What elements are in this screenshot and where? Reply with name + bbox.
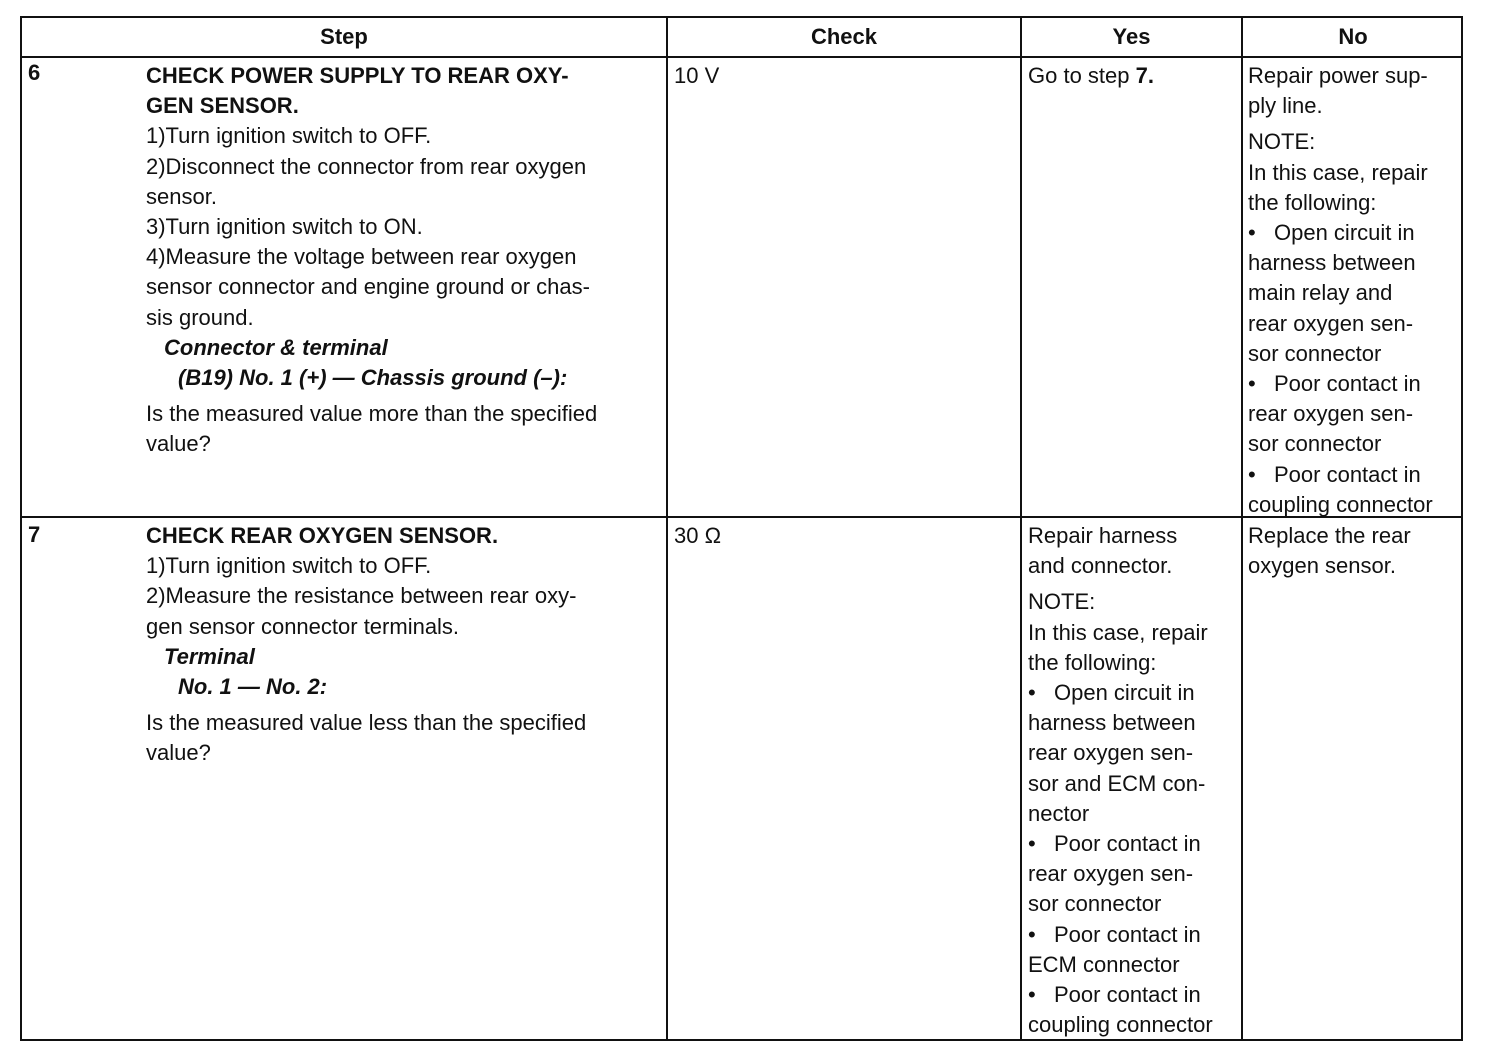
yes-line: Repair harness xyxy=(1028,523,1178,548)
procedure-table xyxy=(20,16,1463,1041)
step-title: CHECK POWER SUPPLY TO REAR OXY- xyxy=(146,63,569,88)
bullet-icon: • xyxy=(1028,982,1036,1008)
step-number: 7 xyxy=(28,522,41,547)
instruction-line: sensor connector and engine ground or chas- xyxy=(146,274,590,300)
header-divider xyxy=(22,56,1461,58)
instruction-line: sis ground. xyxy=(146,304,254,330)
note-line: In this case, repair xyxy=(1248,159,1428,185)
column-divider xyxy=(666,18,668,1039)
bullet-item: • Open circuit in xyxy=(1248,218,1462,248)
bullet-item: • Poor contact in xyxy=(1028,829,1240,859)
instruction-line: 2)Disconnect the connector from rear oxygen xyxy=(146,153,587,179)
no-line: oxygen sensor. xyxy=(1248,553,1396,579)
bullet-line: sor connector xyxy=(1248,340,1382,366)
bullet-line: main relay and xyxy=(1248,280,1393,306)
step-title: CHECK REAR OXYGEN SENSOR. xyxy=(146,523,499,548)
step-number: 6 xyxy=(28,60,41,85)
bullet-icon: • xyxy=(1028,921,1036,947)
yes-text: Go to step xyxy=(1028,63,1136,88)
check-value: 30 Ω xyxy=(674,523,722,548)
header-yes: Yes xyxy=(1112,24,1151,49)
instruction-line: 1)Turn ignition switch to OFF. xyxy=(146,123,432,149)
bullet-item: • Poor contact in xyxy=(1248,460,1462,490)
yes-cell xyxy=(1028,521,1240,1040)
bullet-item: • Poor contact in xyxy=(1028,980,1240,1010)
bullet-icon: • xyxy=(1028,680,1036,706)
step-description xyxy=(146,521,661,769)
note-label: NOTE: xyxy=(1028,589,1096,615)
bullet-line: coupling connector xyxy=(1248,491,1433,517)
instruction-line: 4)Measure the voltage between rear oxygen xyxy=(146,244,577,270)
step-description xyxy=(146,61,661,460)
bullet-line: ECM connector xyxy=(1028,951,1180,977)
no-line: Repair power sup- xyxy=(1248,63,1428,88)
bullet-item: • Open circuit in xyxy=(1028,678,1240,708)
instruction-line: 2)Measure the resistance between rear oxy- xyxy=(146,583,577,609)
bullet-line: nector xyxy=(1028,800,1090,826)
no-line: Replace the rear xyxy=(1248,523,1411,548)
bullet-icon: • xyxy=(1248,371,1256,397)
no-cell xyxy=(1248,521,1462,581)
bullet-line: sor and ECM con- xyxy=(1028,770,1206,796)
note-line: In this case, repair xyxy=(1028,619,1208,645)
instruction-line: 1)Turn ignition switch to OFF. xyxy=(146,553,432,579)
bullet-icon: • xyxy=(1248,220,1256,246)
bullet-line: rear oxygen sen- xyxy=(1028,861,1194,887)
no-line: ply line. xyxy=(1248,93,1323,119)
bullet-line: rear oxygen sen- xyxy=(1248,401,1414,427)
header-check: Check xyxy=(810,24,878,49)
header-no: No xyxy=(1338,24,1368,49)
spec-value: (B19) No. 1 (+) — Chassis ground (–): xyxy=(178,365,568,391)
step-title: GEN SENSOR. xyxy=(146,93,299,119)
question-line: value? xyxy=(146,431,211,457)
bullet-line: harness between xyxy=(1248,250,1416,276)
bullet-line: sor connector xyxy=(1248,431,1382,457)
check-value: 10 V xyxy=(674,63,720,88)
note-line: the following: xyxy=(1248,189,1377,215)
bullet-line: rear oxygen sen- xyxy=(1248,310,1414,336)
note-line: the following: xyxy=(1028,649,1157,675)
bullet-line: harness between xyxy=(1028,710,1196,736)
question-line: value? xyxy=(146,740,211,766)
bullet-icon: • xyxy=(1028,831,1036,857)
header-step: Step xyxy=(320,24,368,49)
spec-value: No. 1 — No. 2: xyxy=(178,674,328,700)
yes-line: and connector. xyxy=(1028,553,1173,579)
bullet-item: • Poor contact in xyxy=(1248,369,1462,399)
instruction-line: sensor. xyxy=(146,183,217,209)
bullet-line: rear oxygen sen- xyxy=(1028,740,1194,766)
bullet-item: • Poor contact in xyxy=(1028,920,1240,950)
question-line: Is the measured value less than the specified xyxy=(146,710,587,736)
question-line: Is the measured value more than the specified xyxy=(146,401,598,427)
instruction-line: 3)Turn ignition switch to ON. xyxy=(146,214,423,240)
bullet-line: sor connector xyxy=(1028,891,1162,917)
row-divider xyxy=(22,516,1461,518)
no-cell xyxy=(1248,61,1462,520)
column-divider xyxy=(1241,18,1243,1039)
spec-label: Connector & terminal xyxy=(164,334,388,360)
bullet-icon: • xyxy=(1248,461,1256,487)
note-label: NOTE: xyxy=(1248,129,1316,155)
spec-label: Terminal xyxy=(164,643,255,669)
column-divider xyxy=(1020,18,1022,1039)
bullet-line: coupling connector xyxy=(1028,1012,1213,1038)
yes-cell xyxy=(1028,61,1154,91)
instruction-line: gen sensor connector terminals. xyxy=(146,613,460,639)
yes-step-ref: 7. xyxy=(1135,63,1154,88)
